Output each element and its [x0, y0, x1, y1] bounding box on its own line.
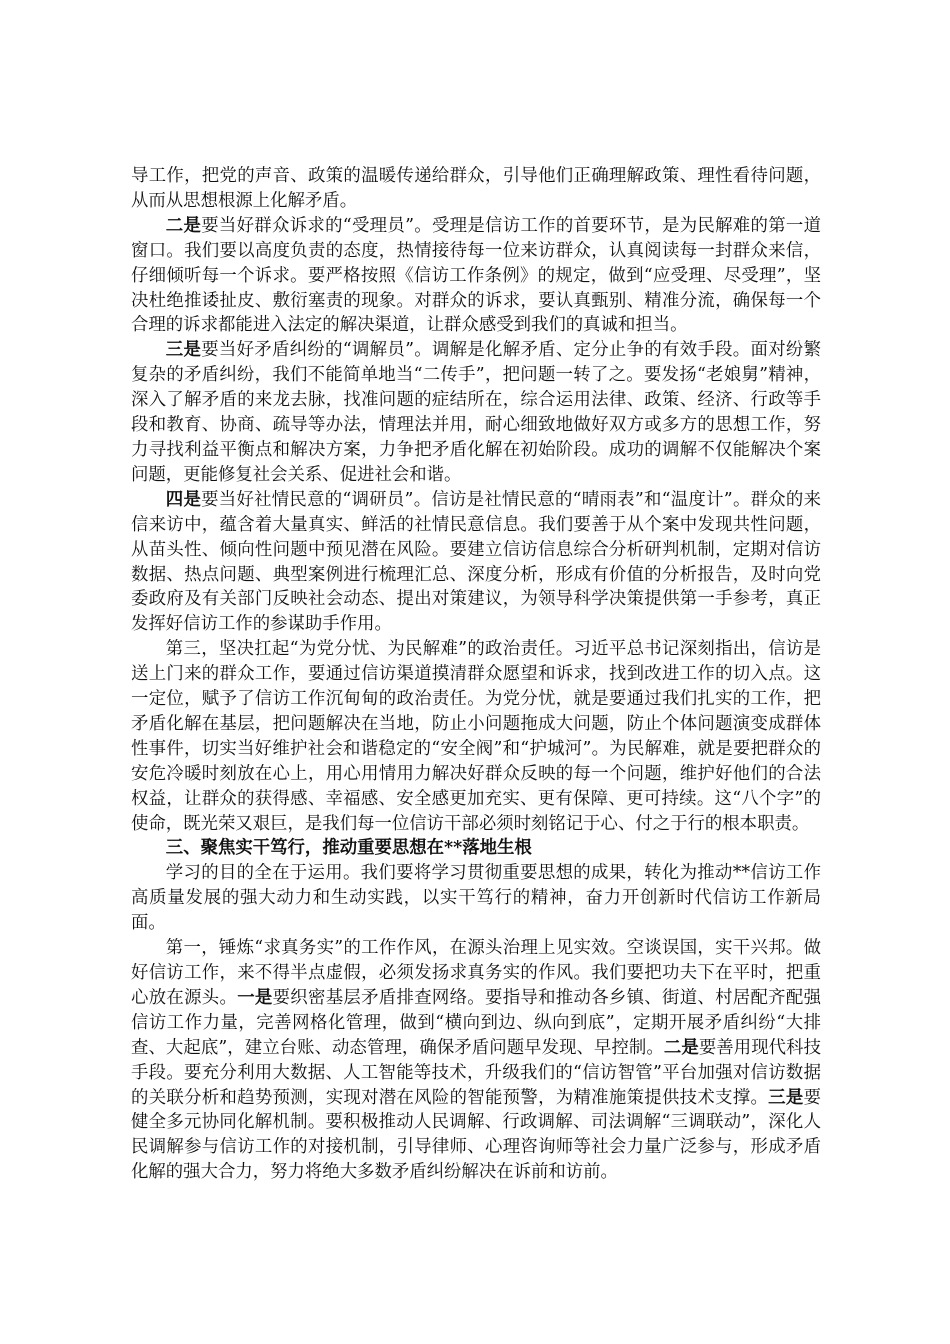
section-heading	[131, 836, 821, 861]
bold-run: 四是	[165, 489, 202, 510]
text-run: 要当好社情民意的“调研员”。信访是社情民意的“晴雨表”和“温度计”。群众的来信来访中，蕴含着大量真实、鲜活的社情民意信息。我们要善于从个案中发现共性问题，从苗头性、倾向性问题中预见潜在风险。要建立信访信息综合分析研判机制，定期对信访数据、热点问题、典型案例进行梳理汇总、深度分析，形成有价值的分析报告，及时向党委政府及有关部门反映社会动态、提出对策建议，为领导科学决策提供第一手参考，真正发挥好信访工作的参谋助手作用。	[131, 489, 821, 635]
bold-run: 三是	[165, 340, 202, 361]
bold-run: 一是	[237, 987, 273, 1008]
text-run: 要善用现代科技手段。要充分利用大数据、人工智能等技术，升级我们的“信访智管”平台加强对信访数据的关联分析和趋势预测，实现对潜在风险的智能预警，为精准施策提供技术支撑。	[131, 1037, 821, 1108]
text-run: 要健全多元协同化解机制。要积极推动人民调解、行政调解、司法调解“三调联动”，深化人民调解参与信访工作的对接机制，引导律师、心理咨询师等社会力量广泛参与，形成矛盾化解的强大合力，努力将绝大多数矛盾纠纷解决在诉前和访前。	[131, 1087, 821, 1183]
text-run: 要织密基层矛盾排查网络。要指导和推动各乡镇、街道、村居配齐配强信访工作力量，完善网格化管理，做到“横向到边、纵向到底”，定期开展矛盾纠纷“大排查、大起底”，建立台账、动态管理，确保矛盾问题早发现、早控制。	[131, 987, 821, 1058]
bold-run: 二是	[165, 215, 202, 236]
text-run: 要当好群众诉求的“受理员”。受理是信访工作的首要环节，是为民解难的第一道窗口。我们要以高度负责的态度，热情接待每一位来访群众，认真阅读每一封群众来信，仔细倾听每一个诉求。要严格按照《信访工作条例》的规定，做到“应受理、尽受理”，坚决杜绝推诿扯皮、敷衍塞责的现象。对群众的诉求，要认真甄别、精准分流，确保每一个合理的诉求都能进入法定的解决渠道，让群众感受到我们的真诚和担当。	[131, 215, 821, 336]
text-run: 导工作，把党的声音、政策的温暖传递给群众，引导他们正确理解政策、理性看待问题，从而从思想根源上化解矛盾。	[131, 166, 821, 211]
text-run: 第三，坚决扛起“为党分忧、为民解难”的政治责任。习近平总书记深刻指出，信访是送上门来的群众工作，要通过信访渠道摸清群众愿望和诉求，找到改进工作的切入点。这一定位，赋予了信访工作沉甸甸的政治责任。为党分忧，就是要通过我们扎实的工作，把矛盾化解在基层，把问题解决在当地，防止小问题拖成大问题，防止个体问题演变成群体性事件，切实当好维护社会和谐稳定的“安全阀”和“护城河”。为民解难，就是要把群众的安危冷暖时刻放在心上，用心用情用力解决好群众反映的每一个问题，维护好他们的合法权益，让群众的获得感、幸福感、安全感更加充实、更有保障、更可持续。这“八个字”的使命，既光荣又艰巨，是我们每一位信访干部必须时刻铭记于心、付之于行的根本职责。	[131, 639, 821, 834]
bold-run: 三、聚焦实干笃行，推动重要思想在**落地生根	[165, 838, 532, 859]
paragraph	[131, 861, 821, 936]
text-run: 第一，锤炼“求真务实”的工作作风，在源头治理上见实效。空谈误国，实干兴邦。做好信访工作，来不得半点虚假，必须发扬求真务实的作风。我们要把功夫下在平时，把重心放在源头。	[131, 938, 821, 1008]
text-run: 学习的目的全在于运用。我们要将学习贯彻重要思想的成果，转化为推动**信访工作高质量发展的强大动力和生动实践，以实干笃行的精神，奋力开创新时代信访工作新局面。	[131, 863, 821, 934]
paragraph	[131, 637, 821, 836]
document-body	[131, 164, 821, 1185]
paragraph	[131, 936, 821, 1185]
paragraph	[131, 488, 821, 637]
paragraph	[131, 338, 821, 487]
bold-run: 三是	[768, 1087, 804, 1108]
paragraph	[131, 164, 821, 214]
paragraph	[131, 214, 821, 339]
bold-run: 二是	[663, 1037, 699, 1058]
text-run: 要当好矛盾纠纷的“调解员”。调解是化解矛盾、定分止争的有效手段。面对纷繁复杂的矛盾纠纷，我们不能简单地当“二传手”，把问题一转了之。要发扬“老娘舅”精神，深入了解矛盾的来龙去脉，找准问题的症结所在，综合运用法律、政策、经济、行政等手段和教育、协商、疏导等办法，情理法并用，耐心细致地做好双方或多方的思想工作，努力寻找利益平衡点和解决方案，力争把矛盾化解在初始阶段。成功的调解不仅能解决个案问题，更能修复社会关系、促进社会和谐。	[131, 340, 821, 485]
